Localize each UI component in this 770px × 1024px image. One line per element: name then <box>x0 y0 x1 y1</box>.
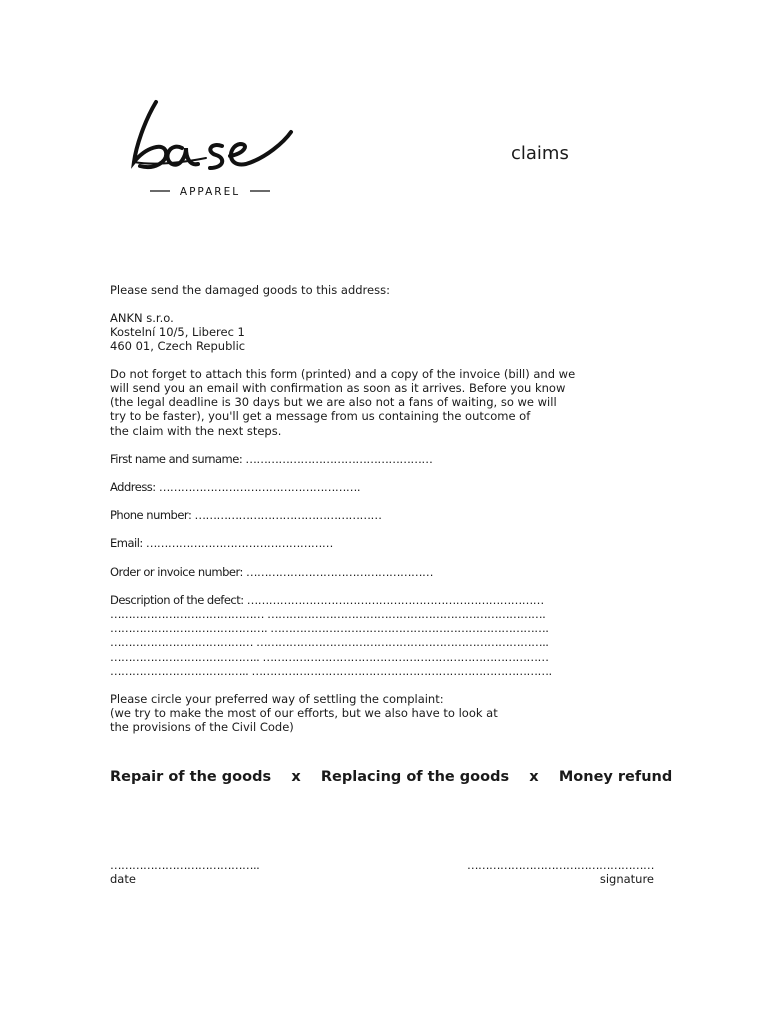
signature-block <box>467 858 654 886</box>
order-field: Order or invoice number: …………………………………………… <box>110 564 434 579</box>
option-separator: x <box>529 769 539 785</box>
address-line: Kostelní 10/5, Liberec 1 <box>110 324 245 339</box>
base-apparel-logo-icon <box>126 92 296 202</box>
note-line: the claim with the next steps. <box>110 423 282 438</box>
address-line: 460 01, Czech Republic <box>110 339 246 354</box>
option-replace: Replacing of the goods <box>320 769 510 785</box>
name-field: First name and surname: …………………………………………… <box>110 451 433 466</box>
email-field: Email: …………………………………………… <box>110 536 333 551</box>
description-line: ……………………………………. …………………………………………………………………. <box>110 621 549 636</box>
preference-line: Please circle your preferred way of settling the complaint: <box>110 691 444 706</box>
option-refund: Money refund <box>558 769 673 785</box>
date-line: ………………………………….. <box>110 858 260 872</box>
signature-label: signature <box>599 872 654 886</box>
description-line: ………………………………….. …………………………………………………………………… <box>110 649 549 664</box>
logo-subtitle: APPAREL <box>179 186 241 198</box>
option-repair: Repair of the goods <box>110 769 272 785</box>
brand-logo <box>126 92 296 202</box>
note-line: will send you an email with confirmation as soon as it arrives. Before you know <box>110 381 566 396</box>
form-body <box>110 283 670 734</box>
address-field: Address: ………………………………………………. <box>110 480 360 495</box>
date-block <box>110 858 259 886</box>
note-line: Do not forget to attach this form (printed) and a copy of the invoice (bill) and we <box>110 366 576 381</box>
description-line: ………………………………… …………………………………………………………………….. <box>110 635 549 650</box>
intro-text: Please send the damaged goods to this address: <box>110 283 390 297</box>
option-separator: x <box>291 769 301 785</box>
note-line: (the legal deadline is 30 days but we are also not a fans of waiting, so we will <box>110 395 557 410</box>
description-line: ……………………………….. ………………………………………………………………………. <box>110 663 552 678</box>
date-label: date <box>110 872 136 886</box>
description-line: Description of the defect: ……………………………………………………………………… <box>110 592 544 607</box>
address-line: ANKN s.r.o. <box>110 310 174 325</box>
settlement-options <box>110 769 672 785</box>
note-line: try to be faster), you'll get a message from us containing the outcome of <box>110 409 531 424</box>
preference-line: (we try to make the most of our efforts, but we also have to look at <box>110 705 498 720</box>
page-title: claims <box>511 143 569 164</box>
description-line: …………………………………… …………………………………………………………………. <box>110 607 546 622</box>
phone-field: Phone number: …………………………………………… <box>110 508 382 523</box>
preference-line: the provisions of the Civil Code) <box>110 719 294 734</box>
signature-line: …………………………………………… <box>467 858 654 872</box>
